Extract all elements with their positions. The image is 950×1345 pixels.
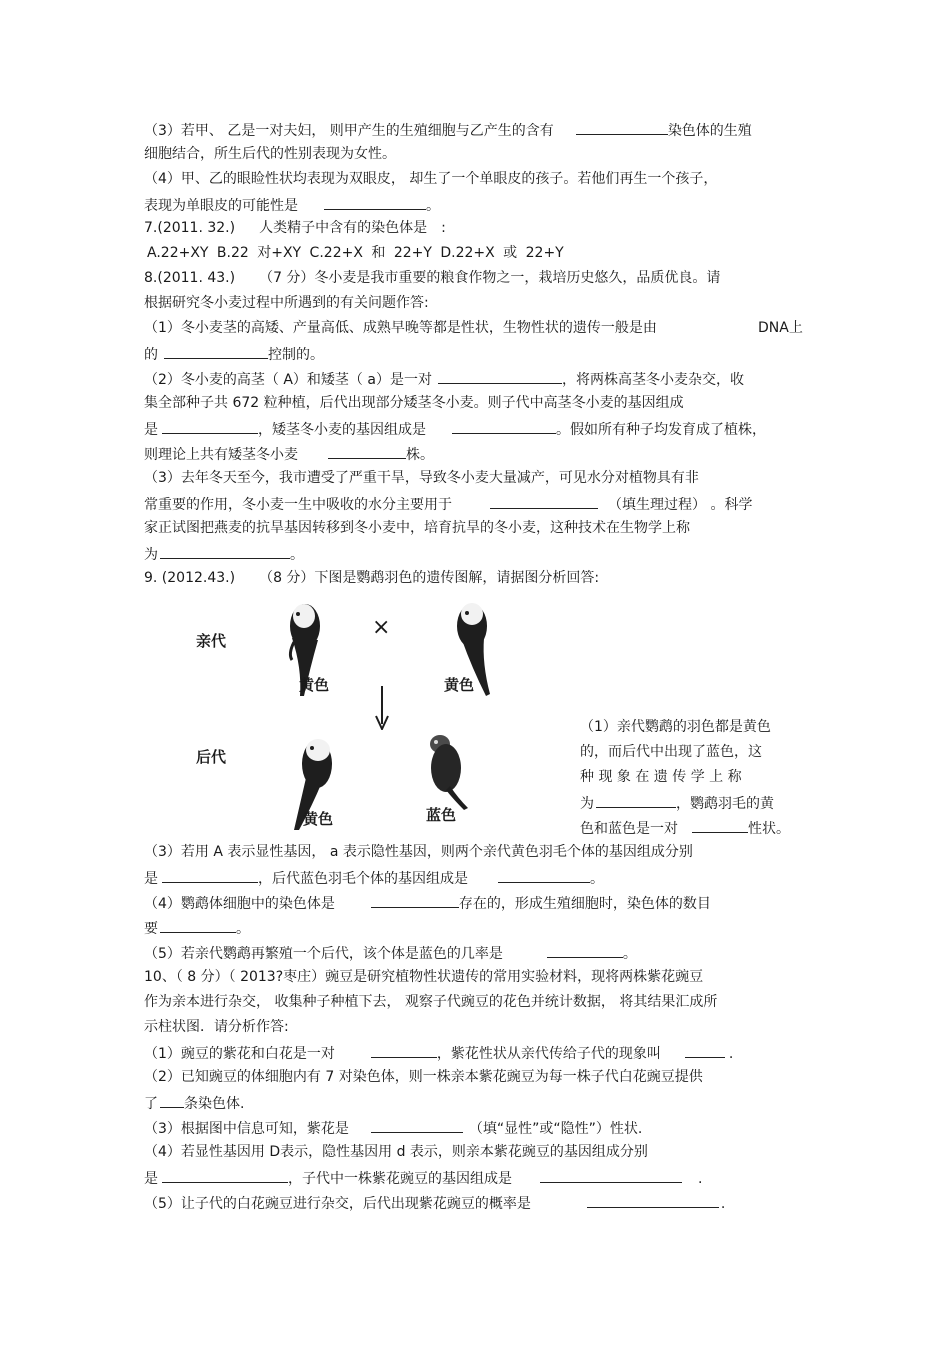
q9-stem: 9. (2012.43.) （8 分）下图是鹦鹉羽色的遗传图解，请据图分析回答: [144, 570, 600, 586]
q9-part-1: （1）亲代鹦鹉的羽色都是黄色 [580, 719, 771, 735]
answer-blank[interactable] [438, 369, 562, 384]
q8-stem-cont: 根据研究冬小麦过程中所遇到的有关问题作答: [144, 295, 429, 311]
cross-symbol: × [372, 615, 391, 640]
q8-part-3: （3）去年冬天至今，我市遭受了严重干旱，导致冬小麦大量减产，可见水分对植物具有非 [144, 470, 699, 486]
q9-part-4: （4）鹦鹉体细胞中的染色体是 存在的，形成生殖细胞时，染色体的数目 [144, 893, 711, 913]
q8-part-2-line3: 是 ，矮茎冬小麦的基因组成是 。假如所有种子均发育成了植株， [144, 419, 766, 439]
answer-blank[interactable] [692, 818, 748, 833]
answer-blank[interactable] [328, 444, 406, 459]
q10-part-4: （4）若显性基因用 D表示，隐性基因用 d 表示，则亲本紫花豌豆的基因组成分别 [144, 1144, 648, 1160]
answer-blank[interactable] [587, 1193, 719, 1208]
label-parent-generation: 亲代 [196, 632, 227, 650]
q6-line-4-cont: 表现为单眼皮的可能性是 。 [144, 195, 440, 215]
label-offspring-blue: 蓝色 [426, 806, 457, 824]
q9-part-3: （3）若用 A 表示显性基因， a 表示隐性基因，则两个亲代黄色羽毛个体的基因组成分别 [144, 844, 693, 860]
parakeet-blue-offspring-icon [418, 732, 472, 812]
q8-part-3-line3: 家正试图把燕麦的抗旱基因转移到冬小麦中，培育抗旱的冬小麦，这种技术在生物学上称 [144, 520, 690, 536]
label-parent-1-yellow: 黄色 [299, 676, 330, 694]
q8-part-2-line4: 则理论上共有矮茎冬小麦 株。 [144, 444, 434, 464]
answer-blank[interactable] [547, 943, 623, 958]
q10-part-4-line2: 是 ，子代中一株紫花豌豆的基因组成是 . [144, 1168, 702, 1188]
answer-blank[interactable] [371, 1118, 463, 1133]
q10-part-2-line2: 了 条染色体. [144, 1093, 244, 1113]
label-parent-2-yellow: 黄色 [444, 676, 475, 694]
answer-blank[interactable] [596, 793, 676, 808]
q8-part-3-line2: 常重要的作用，冬小麦一生中吸收的水分主要用于 （填生理过程） 。科学 [144, 494, 752, 514]
q9-part-3-line2: 是 ，后代蓝色羽毛个体的基因组成是 。 [144, 868, 604, 888]
q9-part-1-line2: 的，而后代中出现了蓝色，这 [580, 744, 762, 760]
q7-options: A.22+XY B.22 对+XY C.22+X 和 22+Y D.22+X 或 22+Y [147, 245, 564, 261]
q8-part-1: （1）冬小麦茎的高矮、产量高低、成熟早晚等都是性状，生物性状的遗传一般是由 [144, 320, 657, 336]
q6-line-4: （4）甲、乙的眼睑性状均表现为双眼皮， 却生了一个单眼皮的孩子。若他们再生一个孩子， [144, 171, 718, 187]
label-offspring-generation: 后代 [196, 748, 227, 766]
q6-line-3-cont: 细胞结合，所生后代的性别表现为女性。 [144, 146, 396, 162]
answer-blank[interactable] [498, 868, 590, 883]
answer-blank[interactable] [685, 1043, 725, 1058]
answer-blank[interactable] [160, 918, 236, 933]
answer-blank[interactable] [452, 419, 556, 434]
answer-blank[interactable] [490, 494, 598, 509]
q9-part-5: （5）若亲代鹦鹉再繁殖一个后代，该个体是蓝色的几率是 。 [144, 943, 637, 963]
q10-stem-line3: 示柱状图．请分析作答: [144, 1019, 289, 1035]
q8-part-1-dna: DNA上 [758, 320, 803, 336]
q8-part-1-cont: 的 控制的。 [144, 344, 324, 364]
answer-blank[interactable] [540, 1168, 682, 1183]
answer-blank[interactable] [160, 544, 290, 559]
answer-blank[interactable] [162, 868, 258, 883]
q6-line-3: （3）若甲、 乙是一对夫妇， 则甲产生的生殖细胞与乙产生的含有 染色体的生殖 [144, 120, 752, 140]
q10-part-2: （2）已知豌豆的体细胞内有 7 对染色体，则一株亲本紫花豌豆为每一株子代白花豌豆提供 [144, 1069, 703, 1085]
q9-part-1-line4: 为 ，鹦鹉羽毛的黄 [580, 793, 774, 813]
q8-part-2: （2）冬小麦的高茎（ A）和矮茎（ a）是一对 ，将两株高茎冬小麦杂交，收 [144, 369, 744, 389]
label-offspring-yellow: 黄色 [303, 810, 334, 828]
answer-blank[interactable] [371, 1043, 437, 1058]
q9-part-4-line2: 要 。 [144, 918, 250, 938]
q8-part-3-line4: 为 。 [144, 544, 304, 564]
q9-part-1-line3: 种 现 象 在 遗 传 学 上 称 [580, 769, 742, 785]
answer-blank[interactable] [371, 893, 459, 908]
answer-blank[interactable] [162, 419, 258, 434]
q10-stem: 10、（ 8 分）（ 2013?枣庄）豌豆是研究植物性状遗传的常用实验材料，现将两株紫花豌豆 [144, 969, 704, 985]
q10-part-3: （3）根据图中信息可知，紫花是 （填“显性”或“隐性”）性状. [144, 1118, 642, 1138]
q10-part-1: （1）豌豆的紫花和白花是一对 ，紫花性状从亲代传给子代的现象叫 . [144, 1043, 733, 1063]
answer-blank[interactable] [576, 120, 668, 135]
q8-part-2-line2: 集全部种子共 672 粒种植，后代出现部分矮茎冬小麦。则子代中高茎冬小麦的基因组成 [144, 395, 684, 411]
answer-blank[interactable] [160, 1093, 184, 1108]
q7-stem: 7.(2011. 32.) 人类精子中含有的染色体是 : [144, 220, 446, 236]
q9-part-1-line5: 色和蓝色是一对 性状。 [580, 818, 790, 838]
down-arrow-icon [372, 686, 392, 730]
q10-part-5: （5）让子代的白花豌豆进行杂交，后代出现紫花豌豆的概率是 . [144, 1193, 725, 1213]
q8-stem: 8.(2011. 43.) （7 分）冬小麦是我市重要的粮食作物之一，栽培历史悠久，品质优良。请 [144, 270, 721, 286]
answer-blank[interactable] [162, 1168, 288, 1183]
answer-blank[interactable] [324, 195, 426, 210]
q10-stem-line2: 作为亲本进行杂交， 收集种子种植下去， 观察子代豌豆的花色并统计数据， 将其结果汇成所 [144, 994, 718, 1010]
answer-blank[interactable] [164, 344, 268, 359]
